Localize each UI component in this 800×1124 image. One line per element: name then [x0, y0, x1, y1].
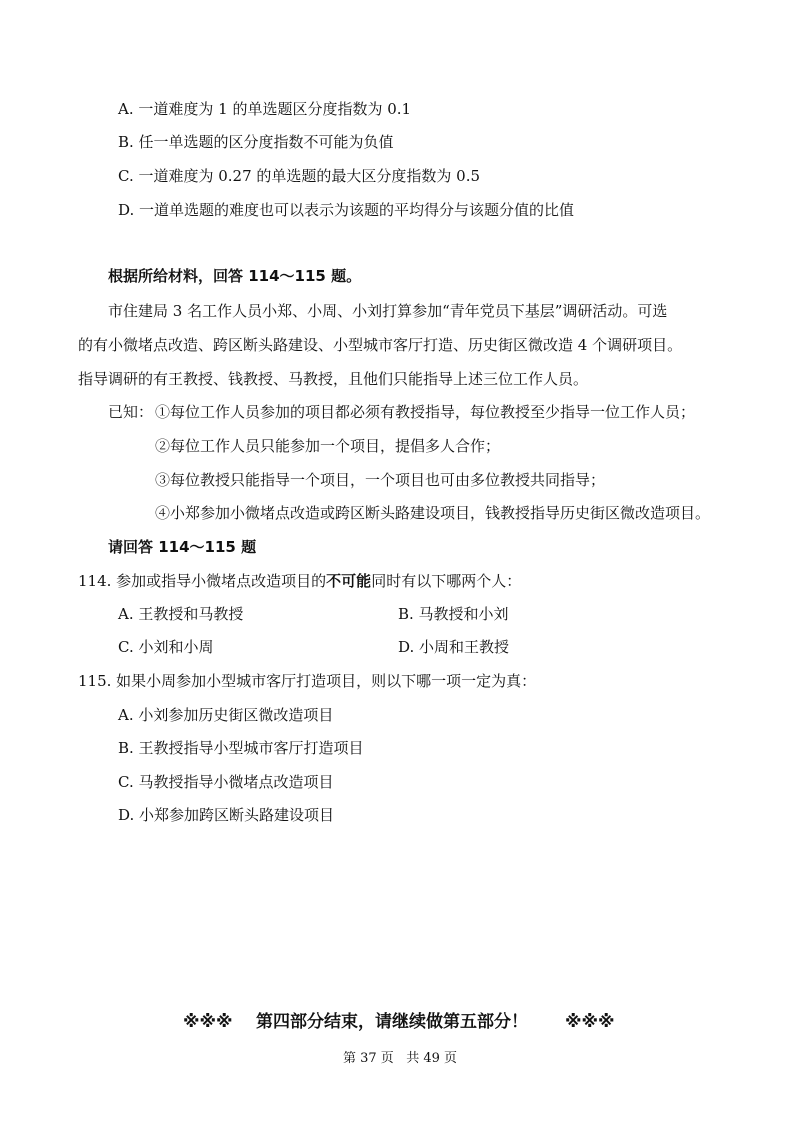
q115-option-a: A. 小刘参加历史街区微改造项目	[118, 706, 334, 724]
q115-option-d: D. 小郑参加跨区断头路建设项目	[118, 806, 335, 824]
q114-stem	[78, 572, 521, 590]
known-label: 已知：	[108, 403, 154, 421]
prev-option-b: B. 任一单选题的区分度指数不可能为负值	[118, 133, 394, 151]
q114-option-c: C. 小刘和小周	[118, 638, 214, 656]
condition-2: ②每位工作人员只能参加一个项目，提倡多人合作；	[155, 437, 501, 455]
q114-option-a: A. 王教授和马教授	[118, 605, 244, 623]
material-heading: 根据所给材料，回答 114～115 题。	[108, 267, 362, 285]
prev-option-c: C. 一道难度为 0.27 的单选题的最大区分度指数为 0.5	[118, 167, 481, 185]
prev-option-d: D. 一道单选题的难度也可以表示为该题的平均得分与该题分值的比值	[118, 201, 575, 219]
page-number: 第 37 页 共 49 页	[342, 1051, 457, 1066]
q114-option-b: B. 马教授和小刘	[398, 605, 509, 623]
instruction: 请回答 114～115 题	[108, 538, 257, 556]
q114-stem-before: 114. 参加或指导小微堵点改造项目的	[78, 572, 327, 590]
q115-stem: 115. 如果小周参加小型城市客厅打造项目，则以下哪一项一定为真：	[78, 672, 537, 690]
q115-option-b: B. 王教授指导小型城市客厅打造项目	[118, 739, 364, 757]
q115-option-c: C. 马教授指导小微堵点改造项目	[118, 773, 334, 791]
condition-3: ③每位教授只能指导一个项目，一个项目也可由多位教授共同指导；	[155, 471, 606, 489]
material-line-2: 的有小微堵点改造、跨区断头路建设、小型城市客厅打造、历史街区微改造 4 个调研项目。	[78, 336, 683, 354]
q114-stem-emphasis: 不可能	[326, 572, 372, 590]
prev-option-a: A. 一道难度为 1 的单选题区分度指数为 0.1	[118, 100, 412, 118]
footer-banner-text: 第四部分结束，请继续做第五部分！	[256, 1012, 528, 1032]
material-line-1: 市住建局 3 名工作人员小郑、小周、小刘打算参加“青年党员下基层”调研活动。可选	[108, 302, 668, 320]
footer-banner-right-marks: ※※※	[565, 1012, 615, 1032]
condition-4: ④小郑参加小微堵点改造或跨区断头路建设项目，钱教授指导历史街区微改造项目。	[155, 504, 711, 522]
q114-stem-after: 同时有以下哪两个人：	[371, 572, 522, 590]
footer-banner-left-marks: ※※※	[183, 1012, 233, 1032]
material-line-3: 指导调研的有王教授、钱教授、马教授，且他们只能指导上述三位工作人员。	[78, 370, 589, 388]
condition-1: ①每位工作人员参加的项目都必须有教授指导，每位教授至少指导一位工作人员；	[155, 403, 696, 421]
q114-option-d: D. 小周和王教授	[398, 638, 510, 656]
